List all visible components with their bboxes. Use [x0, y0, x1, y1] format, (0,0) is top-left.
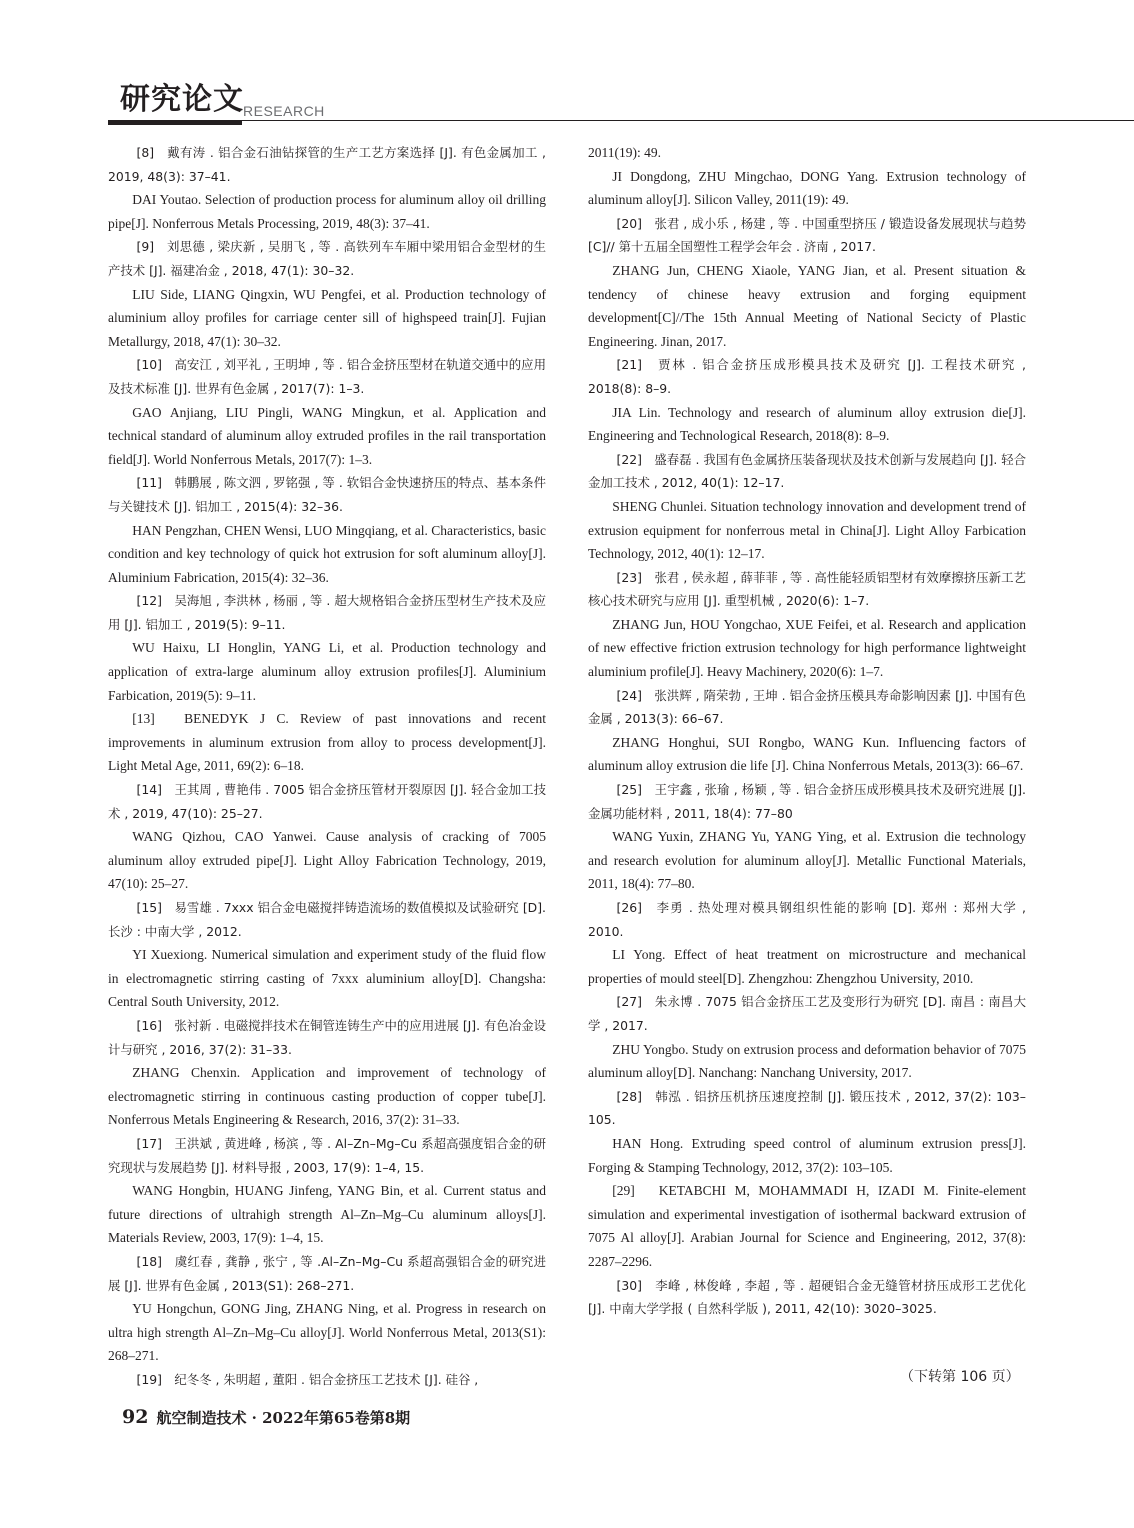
header-rule-thick: [108, 120, 242, 125]
reference-entry: DAI Youtao. Selection of production process for aluminum alloy oil drilling pipe[J]. Nonferrous Metals Processing, 2019, 48(3): 37–41.: [108, 192, 546, 231]
reference-entry: [14] 王其周 , 曹艳伟 . 7005 铝合金挤压管材开裂原因 [J]. 轻合金加工技术 , 2019, 47(10): 25–27.: [108, 782, 546, 821]
reference-entry: [8] 戴有涛 . 铝合金石油钻探管的生产工艺方案选择 [J]. 有色金属加工 , 2019, 48(3): 37–41.: [108, 145, 546, 184]
reference-entry: [15] 易雪雄 . 7xxx 铝合金电磁搅拌铸造流场的数值模拟及试验研究 [D]. 长沙 : 中南大学 , 2012.: [108, 900, 546, 939]
reference-entry: ZHANG Jun, CHENG Xiaole, YANG Jian, et al. Present situation & tendency of chinese heavy extrusion and forging equipment development[C]//The 15th Annual Meeting of National Secicty of Plastic Engineering. Jinan, 2017.: [588, 262, 1026, 349]
reference-entry: SHENG Chunlei. Situation technology innovation and development trend of extrusion equipment for nonferrous metal in China[J]. Light Alloy Farbication Technology, 2012, 40(1): 12–17.: [588, 498, 1026, 562]
reference-entry: [12] 吴海旭 , 李洪林 , 杨丽 , 等 . 超大规格铝合金挤压型材生产技术及应用 [J]. 铝加工 , 2019(5): 9–11.: [108, 593, 546, 632]
reference-entry: WANG Hongbin, HUANG Jinfeng, YANG Bin, et al. Current status and future directions of ultrahigh strength Al–Zn–Mg–Cu aluminum alloys[J]. Materials Review, 2003, 17(9): 1–4, 15.: [108, 1183, 546, 1246]
reference-entry: [22] 盛春磊 . 我国有色金属挤压装备现状及技术创新与发展趋向 [J]. 轻合金加工技术 , 2012, 40(1): 12–17.: [588, 451, 1026, 491]
reference-column-right: [588, 141, 1026, 1321]
page-number: 92: [122, 1406, 149, 1428]
reference-entry: WU Haixu, LI Honglin, YANG Li, et al. Production technology and application of extra-large aluminum alloy extrusion profiles[J]. Aluminium Farbication, 2019(5): 9–11.: [108, 640, 546, 703]
reference-entry: LIU Side, LIANG Qingxin, WU Pengfei, et al. Production technology of aluminium alloy profiles for carriage center sill of highspeed train[J]. Fujian Metallurgy, 2018, 47(1): 30–32.: [108, 286, 546, 349]
reference-entry: [13] BENEDYK J C. Review of past innovations and recent improvements in aluminum extrusion from alloy to process development[J]. Light Metal Age, 2011, 69(2): 6–18.: [108, 711, 546, 774]
reference-entry: [23] 张君 , 侯永超 , 薛菲菲 , 等 . 高性能轻质铝型材有效摩擦挤压新工艺核心技术研究与应用 [J]. 重型机械 , 2020(6): 1–7.: [588, 569, 1026, 609]
reference-entry: GAO Anjiang, LIU Pingli, WANG Mingkun, et al. Application and technical standard of aluminum alloy extruded profiles in the rail transportation field[J]. World Nonferrous Metals, 2017(7): 1–3.: [108, 404, 546, 467]
reference-entry: [11] 韩鹏展 , 陈文泗 , 罗铭强 , 等 . 软铝合金快速挤压的特点、基本条件与关键技术 [J]. 铝加工 , 2015(4): 32–36.: [108, 475, 546, 514]
reference-entry: HAN Pengzhan, CHEN Wensi, LUO Mingqiang, et al. Characteristics, basic condition and key technology of quick hot extrusion for soft aluminum alloy[J]. Aluminium Fabrication, 2015(4): 32–36.: [108, 522, 546, 585]
reference-entry: WANG Qizhou, CAO Yanwei. Cause analysis of cracking of 7005 aluminum alloy extruded pipe[J]. Light Alloy Fabrication Technology, 2019, 47(10): 25–27.: [108, 829, 546, 892]
reference-entry: [30] 李峰 , 林俊峰 , 李超 , 等 . 超硬铝合金无缝管材挤压成形工艺优化 [J]. 中南大学学报 ( 自然科学版 ), 2011, 42(10): 3020–3025.: [588, 1277, 1026, 1317]
reference-entry: ZHU Yongbo. Study on extrusion process and deformation behavior of 7075 aluminum alloy[D]. Nanchang: Nanchang University, 2017.: [588, 1041, 1026, 1081]
reference-entry: YU Hongchun, GONG Jing, ZHANG Ning, et al. Progress in research on ultra high strength Al–Zn–Mg–Cu alloy[J]. World Nonferrous Metal, 2013(S1): 268–271.: [108, 1301, 546, 1364]
reference-entry: [9] 刘思德 , 梁庆新 , 吴朋飞 , 等 . 高铁列车车厢中梁用铝合金型材的生产技术 [J]. 福建冶金 , 2018, 47(1): 30–32.: [108, 239, 546, 278]
section-title: 研究论文: [120, 82, 244, 117]
reference-column-left: [108, 141, 546, 1391]
section-title-en: RESEARCH: [243, 103, 325, 119]
reference-entry: [17] 王洪斌 , 黄进峰 , 杨滨 , 等 . Al–Zn–Mg–Cu 系超高强度铝合金的研究现状与发展趋势 [J]. 材料导报 , 2003, 17(9): 1–4, 15.: [108, 1135, 546, 1175]
reference-entry: [21] 贾林 . 铝合金挤压成形模具技术及研究 [J]. 工程技术研究 , 2018(8): 8–9.: [588, 357, 1026, 396]
reference-entry: [16] 张衬新 . 电磁搅拌技术在铜管连铸生产中的应用进展 [J]. 有色冶金设计与研究 , 2016, 37(2): 31–33.: [108, 1017, 546, 1057]
reference-entry: 2011(19): 49.: [588, 145, 661, 160]
reference-entry: [26] 李勇 . 热处理对模具钢组织性能的影响 [D]. 郑州 : 郑州大学 , 2010.: [588, 900, 1026, 939]
reference-entry: [10] 高安江 , 刘平礼 , 王明坤 , 等 . 铝合金挤压型材在轨道交通中的应用及技术标准 [J]. 世界有色金属 , 2017(7): 1–3.: [108, 357, 546, 396]
reference-entry: [19] 纪冬冬 , 朱明超 , 董阳 . 铝合金挤压工艺技术 [J]. 硅谷 ,: [136, 1371, 479, 1387]
reference-entry: WANG Yuxin, ZHANG Yu, YANG Ying, et al. Extrusion die technology and research evolution for aluminum alloy[J]. Metallic Functional Materials, 2011, 18(4): 77–80.: [588, 829, 1026, 892]
reference-entry: JI Dongdong, ZHU Mingchao, DONG Yang. Extrusion technology of aluminum alloy[J]. Silicon Valley, 2011(19): 49.: [588, 168, 1026, 208]
header-rule-thin: [242, 120, 1134, 121]
reference-entry: [20] 张君 , 成小乐 , 杨建 , 等 . 中国重型挤压 / 锻造设备发展现状与趋势 [C]// 第十五届全国塑性工程学会年会 . 济南 , 2017.: [588, 215, 1026, 255]
reference-entry: [27] 朱永博 . 7075 铝合金挤压工艺及变形行为研究 [D]. 南昌 : 南昌大学 , 2017.: [588, 994, 1026, 1033]
reference-entry: ZHANG Honghui, SUI Rongbo, WANG Kun. Influencing factors of aluminum alloy extrusion die life [J]. China Nonferrous Metals, 2013(3): 66–67.: [588, 734, 1026, 774]
continued-note: （下转第 106 页）: [900, 1369, 1020, 1385]
reference-entry: ZHANG Chenxin. Application and improvement of technology of electromagnetic stirring in continuous casting production of copper tube[J]. Nonferrous Metals Engineering & Research, 2016, 37(2): 31–33.: [108, 1065, 546, 1128]
reference-entry: [28] 韩泓 . 铝挤压机挤压速度控制 [J]. 锻压技术 , 2012, 37(2): 103–105.: [588, 1088, 1026, 1128]
reference-entry: [24] 张洪辉 , 隋荣勃 , 王坤 . 铝合金挤压模具寿命影响因素 [J]. 中国有色金属 , 2013(3): 66–67.: [588, 687, 1026, 727]
reference-entry: YI Xuexiong. Numerical simulation and experiment study of the fluid flow in electromagnetic stirring casting of 7xxx aluminium alloy[D]. Changsha: Central South University, 2012.: [108, 947, 546, 1010]
reference-entry: [18] 虞红春 , 龚静 , 张宁 , 等 .Al–Zn–Mg–Cu 系超高强铝合金的研究进展 [J]. 世界有色金属 , 2013(S1): 268–271.: [108, 1253, 546, 1293]
reference-entry: HAN Hong. Extruding speed control of aluminum extrusion press[J]. Forging & Stamping Technology, 2012, 37(2): 103–105.: [588, 1135, 1026, 1175]
reference-entry: [29] KETABCHI M, MOHAMMADI H, IZADI M. Finite-element simulation and experimental investigation of isothermal backward extrusion of 7075 Al alloy[J]. Arabian Journal for Science and Engineering, 2012, 37(8): 2287–2296.: [588, 1183, 1026, 1269]
reference-entry: ZHANG Jun, HOU Yongchao, XUE Feifei, et al. Research and application of new effective friction extrusion technology for high performance lightweight aluminium profile[J]. Heavy Machinery, 2020(6): 1–7.: [588, 616, 1026, 680]
journal-info: 航空制造技术 · 2022年第65卷第8期: [156, 1409, 411, 1427]
reference-entry: JIA Lin. Technology and research of aluminum alloy extrusion die[J]. Engineering and Technological Research, 2018(8): 8–9.: [588, 404, 1026, 444]
reference-entry: LI Yong. Effect of heat treatment on microstructure and mechanical properties of mould steel[D]. Zhengzhou: Zhengzhou University, 2010.: [588, 947, 1026, 986]
page-footer: [122, 1405, 410, 1430]
reference-entry: [25] 王宇鑫 , 张瑜 , 杨颖 , 等 . 铝合金挤压成形模具技术及研究进展 [J]. 金属功能材料 , 2011, 18(4): 77–80: [588, 782, 1026, 821]
